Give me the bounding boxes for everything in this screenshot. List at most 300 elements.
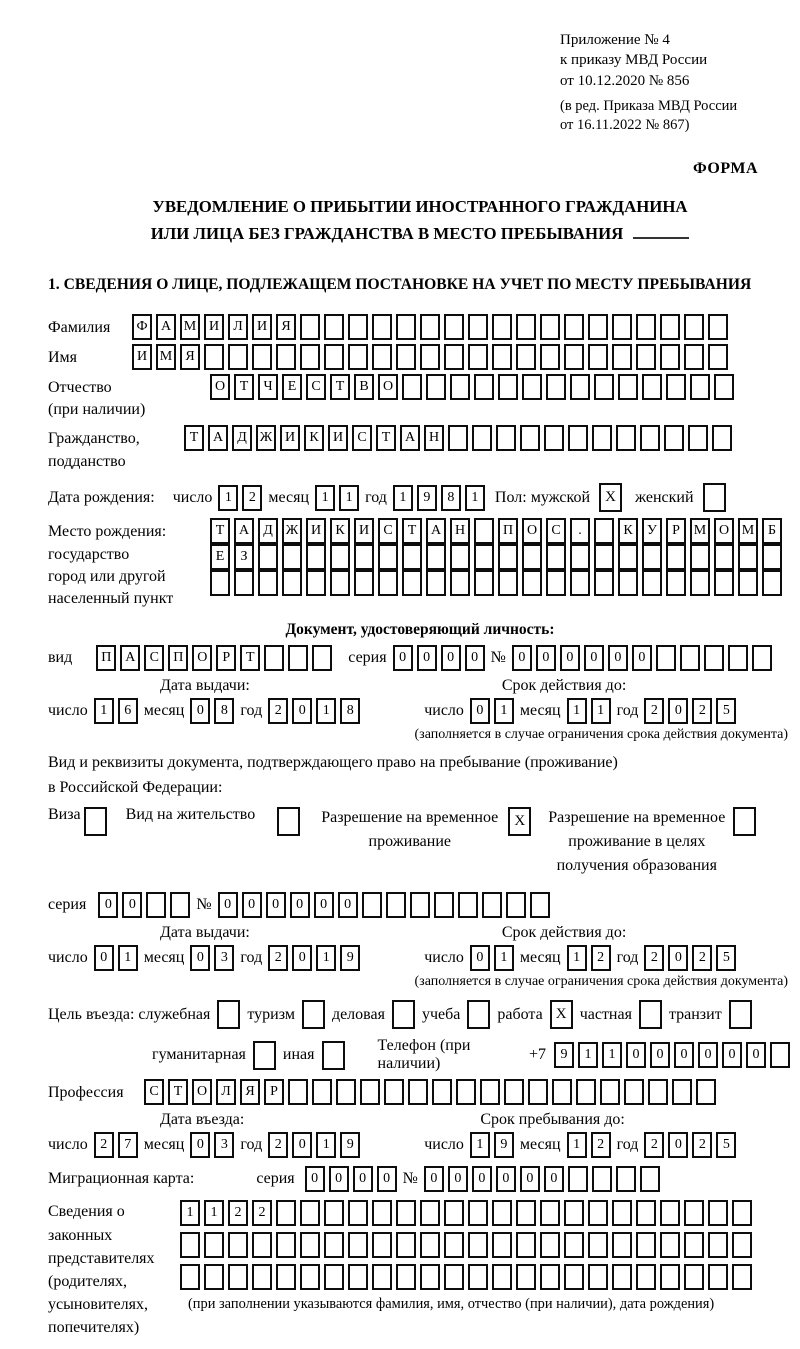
surname-cells — [130, 314, 730, 340]
form-cell: 5 — [716, 1132, 736, 1158]
form-cell: 1 — [567, 698, 587, 724]
birth-date-label: Дата рождения: — [48, 488, 155, 506]
form-cell — [752, 645, 772, 671]
residence-doc-options — [48, 806, 792, 878]
form-cell — [234, 570, 254, 596]
form-cell — [588, 1200, 608, 1226]
form-cell — [612, 1264, 632, 1290]
form-cell: 1 — [315, 485, 335, 511]
entry-day — [92, 1132, 140, 1158]
validity-note: (заполняется в случае ограничения срока действия документа) — [414, 726, 788, 742]
form-cell: 1 — [567, 1132, 587, 1158]
form-cell — [544, 425, 564, 451]
residence-valid-month — [565, 945, 613, 971]
form-cell — [506, 892, 526, 918]
form-cell — [372, 1232, 392, 1258]
month-label: месяц — [143, 701, 185, 719]
form-title-line2: ИЛИ ЛИЦА БЕЗ ГРАЖДАНСТВА В МЕСТО ПРЕБЫВАНИЯ — [150, 223, 624, 243]
form-cell — [704, 645, 724, 671]
form-cell — [378, 570, 398, 596]
form-cell — [482, 892, 502, 918]
day-label: число — [48, 1136, 88, 1154]
form-cell — [636, 314, 656, 340]
form-cell: О — [192, 645, 212, 671]
form-cell — [348, 1232, 368, 1258]
form-cell: 2 — [692, 698, 712, 724]
form-cell — [432, 1079, 452, 1105]
issue-date-header: Дата выдачи: — [160, 676, 250, 694]
form-cell: И — [306, 518, 326, 544]
form-cell: Я — [240, 1079, 260, 1105]
form-cell: 1 — [494, 945, 514, 971]
form-cell — [180, 1232, 200, 1258]
form-cell: 0 — [472, 1166, 492, 1192]
form-cell — [474, 544, 494, 570]
field-profession — [48, 1079, 792, 1105]
temp-residence-label2: проживание — [368, 833, 451, 851]
temp-residence-edu-label2: проживание в целях — [568, 833, 706, 851]
purpose-private-label: частная — [579, 1005, 632, 1023]
form-cell: П — [168, 645, 188, 671]
entry-month — [188, 1132, 236, 1158]
form-cell — [228, 1264, 248, 1290]
form-cell: О — [714, 518, 734, 544]
form-cell — [714, 544, 734, 570]
form-cell — [386, 892, 406, 918]
form-cell — [420, 1232, 440, 1258]
form-cell: 1 — [218, 485, 238, 511]
form-cell — [288, 645, 308, 671]
form-cell: Т — [402, 518, 422, 544]
form-cell: 2 — [94, 1132, 114, 1158]
checkbox-purpose-official — [217, 1000, 240, 1029]
form-cell: Т — [330, 374, 350, 400]
form-requisites — [560, 30, 792, 136]
form-cell: Е — [282, 374, 302, 400]
form-cell — [372, 1264, 392, 1290]
form-cell — [520, 425, 540, 451]
form-cell — [450, 374, 470, 400]
form-cell: 1 — [316, 698, 336, 724]
form-cell — [396, 1200, 416, 1226]
form-cell — [300, 1232, 320, 1258]
form-cell: Т — [234, 374, 254, 400]
form-cell: 0 — [292, 698, 312, 724]
form-cell — [636, 1264, 656, 1290]
form-cell: 1 — [316, 1132, 336, 1158]
form-cell — [362, 892, 382, 918]
form-cell — [468, 1264, 488, 1290]
identity-issue-day — [92, 698, 140, 724]
requisite-line: Приложение № 4 — [560, 32, 670, 48]
form-cell — [540, 1232, 560, 1258]
form-cell: М — [738, 518, 758, 544]
form-cell: 0 — [417, 645, 437, 671]
form-cell — [690, 544, 710, 570]
form-cell — [664, 425, 684, 451]
form-cell — [492, 1264, 512, 1290]
residence-permit-label: Вид на жительство — [125, 806, 256, 824]
no-label: № — [196, 896, 212, 914]
form-cell: У — [642, 518, 662, 544]
form-cell — [258, 544, 278, 570]
form-cell — [516, 1200, 536, 1226]
phone-cells — [552, 1042, 792, 1068]
form-cell: 1 — [602, 1042, 622, 1068]
residence-doc-intro1: Вид и реквизиты документа, подтверждающего право на пребывание (проживание) — [48, 753, 618, 771]
month-label: месяц — [519, 1136, 561, 1154]
form-cell: 0 — [266, 892, 286, 918]
form-cell: . — [570, 518, 590, 544]
form-cell: И — [354, 518, 374, 544]
day-label: число — [48, 701, 88, 719]
form-cell — [372, 1200, 392, 1226]
residence-doc-dates — [48, 945, 792, 971]
form-cell — [732, 1264, 752, 1290]
form-cell — [636, 1232, 656, 1258]
sex-male-label: Пол: мужской — [494, 488, 590, 506]
form-cell — [450, 544, 470, 570]
form-cell — [660, 344, 680, 370]
form-cell: 0 — [290, 892, 310, 918]
form-cell — [640, 1166, 660, 1192]
form-cell — [618, 544, 638, 570]
form-cell — [360, 1079, 380, 1105]
form-cell: О — [192, 1079, 212, 1105]
form-cell: 2 — [692, 1132, 712, 1158]
stay-until-header: Срок пребывания до: — [480, 1111, 625, 1129]
form-cell: 0 — [465, 645, 485, 671]
no-label: № — [490, 648, 506, 666]
representatives-label-line: Сведения о — [48, 1203, 125, 1221]
form-cell: 0 — [746, 1042, 766, 1068]
purpose-work-label: работа — [497, 1005, 543, 1023]
form-cell: 0 — [218, 892, 238, 918]
residence-issue-month — [188, 945, 236, 971]
form-cell: 0 — [314, 892, 334, 918]
temp-residence-edu-label1: Разрешение на временное — [548, 809, 726, 827]
form-cell: 0 — [305, 1166, 325, 1192]
form-cell: К — [304, 425, 324, 451]
residence-valid-year — [642, 945, 738, 971]
form-cell: 2 — [228, 1200, 248, 1226]
form-cell: 1 — [393, 485, 413, 511]
form-cell — [592, 1166, 612, 1192]
form-cell: С — [352, 425, 372, 451]
form-cell: 2 — [242, 485, 262, 511]
form-cell: 1 — [470, 1132, 490, 1158]
form-cell — [588, 1264, 608, 1290]
form-cell: О — [522, 518, 542, 544]
form-cell — [330, 570, 350, 596]
form-cell: 3 — [214, 945, 234, 971]
form-cell: Н — [424, 425, 444, 451]
form-cell — [570, 374, 590, 400]
checkbox-residence-permit — [277, 807, 300, 836]
form-cell: Т — [210, 518, 230, 544]
residence-valid-day — [468, 945, 516, 971]
form-cell: Т — [376, 425, 396, 451]
purpose-tourism-label: туризм — [247, 1005, 295, 1023]
form-cell — [732, 1200, 752, 1226]
form-cell: 5 — [716, 698, 736, 724]
form-cell — [616, 1166, 636, 1192]
form-cell — [204, 1264, 224, 1290]
stay-day — [468, 1132, 516, 1158]
form-cell — [408, 1079, 428, 1105]
form-cell — [228, 1232, 248, 1258]
form-cell: 9 — [554, 1042, 574, 1068]
form-cell — [384, 1079, 404, 1105]
form-cell — [594, 544, 614, 570]
stay-month — [565, 1132, 613, 1158]
birth-year-cells — [391, 485, 487, 511]
form-cell — [708, 314, 728, 340]
form-cell — [456, 1079, 476, 1105]
form-cell: 0 — [512, 645, 532, 671]
form-cell: 3 — [214, 1132, 234, 1158]
identity-valid-year — [642, 698, 738, 724]
form-cell — [504, 1079, 524, 1105]
form-cell — [372, 344, 392, 370]
form-cell — [276, 344, 296, 370]
form-cell — [680, 645, 700, 671]
form-cell: 0 — [242, 892, 262, 918]
form-cell — [444, 344, 464, 370]
residence-doc-date-headers — [48, 924, 792, 942]
form-cell: 0 — [668, 945, 688, 971]
form-cell — [540, 344, 560, 370]
form-cell — [402, 570, 422, 596]
form-cell: 0 — [470, 698, 490, 724]
form-cell: 2 — [644, 698, 664, 724]
form-cell: Я — [180, 344, 200, 370]
form-cell — [594, 374, 614, 400]
form-cell: 1 — [567, 945, 587, 971]
form-cell: 0 — [292, 945, 312, 971]
purpose-transit-label: транзит — [668, 1005, 722, 1023]
citizenship-label: Гражданство, — [48, 430, 140, 448]
form-cell — [282, 544, 302, 570]
representatives-label-line: представителях — [48, 1249, 155, 1267]
form-cell: С — [306, 374, 326, 400]
form-cell — [288, 1079, 308, 1105]
form-cell — [568, 1166, 588, 1192]
form-cell — [492, 344, 512, 370]
birth-place-row3 — [208, 570, 784, 596]
form-cell — [426, 544, 446, 570]
form-cell: 1 — [118, 945, 138, 971]
form-cell — [444, 1200, 464, 1226]
form-cell — [396, 1264, 416, 1290]
form-cell — [516, 1232, 536, 1258]
form-cell — [732, 1232, 752, 1258]
migration-no-cells — [422, 1166, 662, 1192]
form-cell — [276, 1264, 296, 1290]
form-cell — [348, 1264, 368, 1290]
form-cell: С — [144, 1079, 164, 1105]
month-label: месяц — [268, 488, 310, 506]
identity-valid-day — [468, 698, 516, 724]
form-cell: 1 — [180, 1200, 200, 1226]
form-cell: С — [144, 645, 164, 671]
year-label: год — [616, 1136, 639, 1154]
identity-seriya-cells — [391, 645, 487, 671]
profession-label: Профессия — [48, 1084, 124, 1102]
form-cell — [684, 314, 704, 340]
form-title — [48, 194, 792, 248]
form-cell — [564, 344, 584, 370]
form-cell: 0 — [632, 645, 652, 671]
vid-label: вид — [48, 648, 73, 666]
form-cell — [708, 344, 728, 370]
form-cell — [354, 544, 374, 570]
representatives-row2 — [178, 1232, 754, 1258]
identity-no-cells — [510, 645, 774, 671]
form-cell — [492, 1232, 512, 1258]
form-cell: И — [252, 314, 272, 340]
checkbox-purpose-humanitarian — [253, 1041, 276, 1070]
form-cell — [354, 570, 374, 596]
form-cell: 0 — [338, 892, 358, 918]
representatives-label-line: попечителях) — [48, 1319, 140, 1337]
form-cell — [600, 1079, 620, 1105]
requisite-edit-line: (в ред. Приказа МВД России — [560, 97, 738, 114]
year-label: год — [240, 701, 263, 719]
form-cell — [666, 570, 686, 596]
identity-doc-row — [48, 645, 792, 671]
form-cell: И — [132, 344, 152, 370]
identity-issue-year — [266, 698, 362, 724]
form-cell — [516, 344, 536, 370]
form-cell — [258, 570, 278, 596]
form-cell: 0 — [722, 1042, 742, 1068]
title-blank-underline — [633, 235, 689, 239]
citizenship-cells — [182, 425, 734, 451]
purpose-label: Цель въезда: — [48, 1005, 135, 1023]
form-cell: Б — [762, 518, 782, 544]
form-cell: 0 — [496, 1166, 516, 1192]
form-cell: А — [400, 425, 420, 451]
form-cell — [552, 1079, 572, 1105]
form-cell — [546, 374, 566, 400]
form-cell — [410, 892, 430, 918]
form-cell — [426, 374, 446, 400]
form-cell — [684, 1264, 704, 1290]
checkbox-temp-residence-education — [733, 807, 756, 836]
form-cell — [540, 1200, 560, 1226]
identity-doc-date-headers — [48, 677, 792, 695]
checkbox-purpose-transit — [729, 1000, 752, 1029]
patronymic-label: Отчество — [48, 378, 112, 396]
form-cell: 7 — [118, 1132, 138, 1158]
month-label: месяц — [519, 949, 561, 967]
birth-place-row2 — [208, 544, 784, 570]
form-cell: И — [280, 425, 300, 451]
representatives-label-line: усыновителях, — [48, 1296, 148, 1314]
section-1-heading: 1. СВЕДЕНИЯ О ЛИЦЕ, ПОДЛЕЖАЩЕМ ПОСТАНОВКЕ НА УЧЕТ ПО МЕСТУ ПРЕБЫВАНИЯ — [48, 275, 752, 293]
identity-valid-month — [565, 698, 613, 724]
form-cell: 1 — [591, 698, 611, 724]
form-cell — [612, 1232, 632, 1258]
phone-label: Телефон (при наличии) — [377, 1037, 471, 1073]
form-cell — [306, 544, 326, 570]
form-cell — [348, 1200, 368, 1226]
field-purpose-line2 — [152, 1037, 792, 1073]
form-cell — [712, 425, 732, 451]
form-cell: О — [378, 374, 398, 400]
form-cell: 2 — [252, 1200, 272, 1226]
form-cell: 2 — [268, 945, 288, 971]
form-cell — [228, 344, 248, 370]
seriya-label: серия — [256, 1170, 295, 1188]
surname-label: Фамилия — [48, 318, 111, 336]
form-cell — [300, 314, 320, 340]
form-cell: Р — [216, 645, 236, 671]
form-cell: А — [156, 314, 176, 340]
valid-until-header: Срок действия до: — [501, 924, 627, 942]
form-cell — [594, 570, 614, 596]
form-cell: 0 — [393, 645, 413, 671]
residence-doc-seriya-row — [48, 892, 792, 918]
form-cell — [714, 374, 734, 400]
form-cell — [708, 1200, 728, 1226]
day-label: число — [48, 949, 88, 967]
form-cell — [728, 645, 748, 671]
form-cell: С — [546, 518, 566, 544]
identity-issue-month — [188, 698, 236, 724]
form-cell — [522, 544, 542, 570]
form-cell: 2 — [644, 1132, 664, 1158]
profession-cells — [142, 1079, 718, 1105]
form-cell — [540, 1264, 560, 1290]
form-cell: 1 — [339, 485, 359, 511]
form-cell — [498, 544, 518, 570]
residence-issue-year — [266, 945, 362, 971]
birth-place-label: Место рождения: — [48, 523, 167, 541]
form-cell: 0 — [292, 1132, 312, 1158]
form-cell — [420, 344, 440, 370]
form-cell — [444, 1232, 464, 1258]
residence-doc-intro2: в Российской Федерации: — [48, 778, 223, 796]
form-cell: 2 — [591, 1132, 611, 1158]
form-cell — [770, 1042, 790, 1068]
form-cell: 2 — [644, 945, 664, 971]
form-cell: 0 — [650, 1042, 670, 1068]
form-cell — [324, 1232, 344, 1258]
form-cell — [714, 570, 734, 596]
form-cell — [636, 344, 656, 370]
day-label: число — [424, 701, 464, 719]
form-cell — [324, 314, 344, 340]
form-cell — [448, 425, 468, 451]
form-cell — [492, 1200, 512, 1226]
form-cell — [282, 570, 302, 596]
form-cell — [402, 544, 422, 570]
no-label: № — [402, 1170, 418, 1188]
form-cell: Т — [168, 1079, 188, 1105]
form-cell: Я — [276, 314, 296, 340]
form-cell — [204, 344, 224, 370]
form-cell: 0 — [190, 698, 210, 724]
form-cell — [672, 1079, 692, 1105]
form-cell — [516, 1264, 536, 1290]
form-cell — [684, 344, 704, 370]
form-cell: 0 — [608, 645, 628, 671]
form-cell — [696, 1079, 716, 1105]
form-cell — [252, 1232, 272, 1258]
birth-place-row1 — [208, 518, 784, 544]
